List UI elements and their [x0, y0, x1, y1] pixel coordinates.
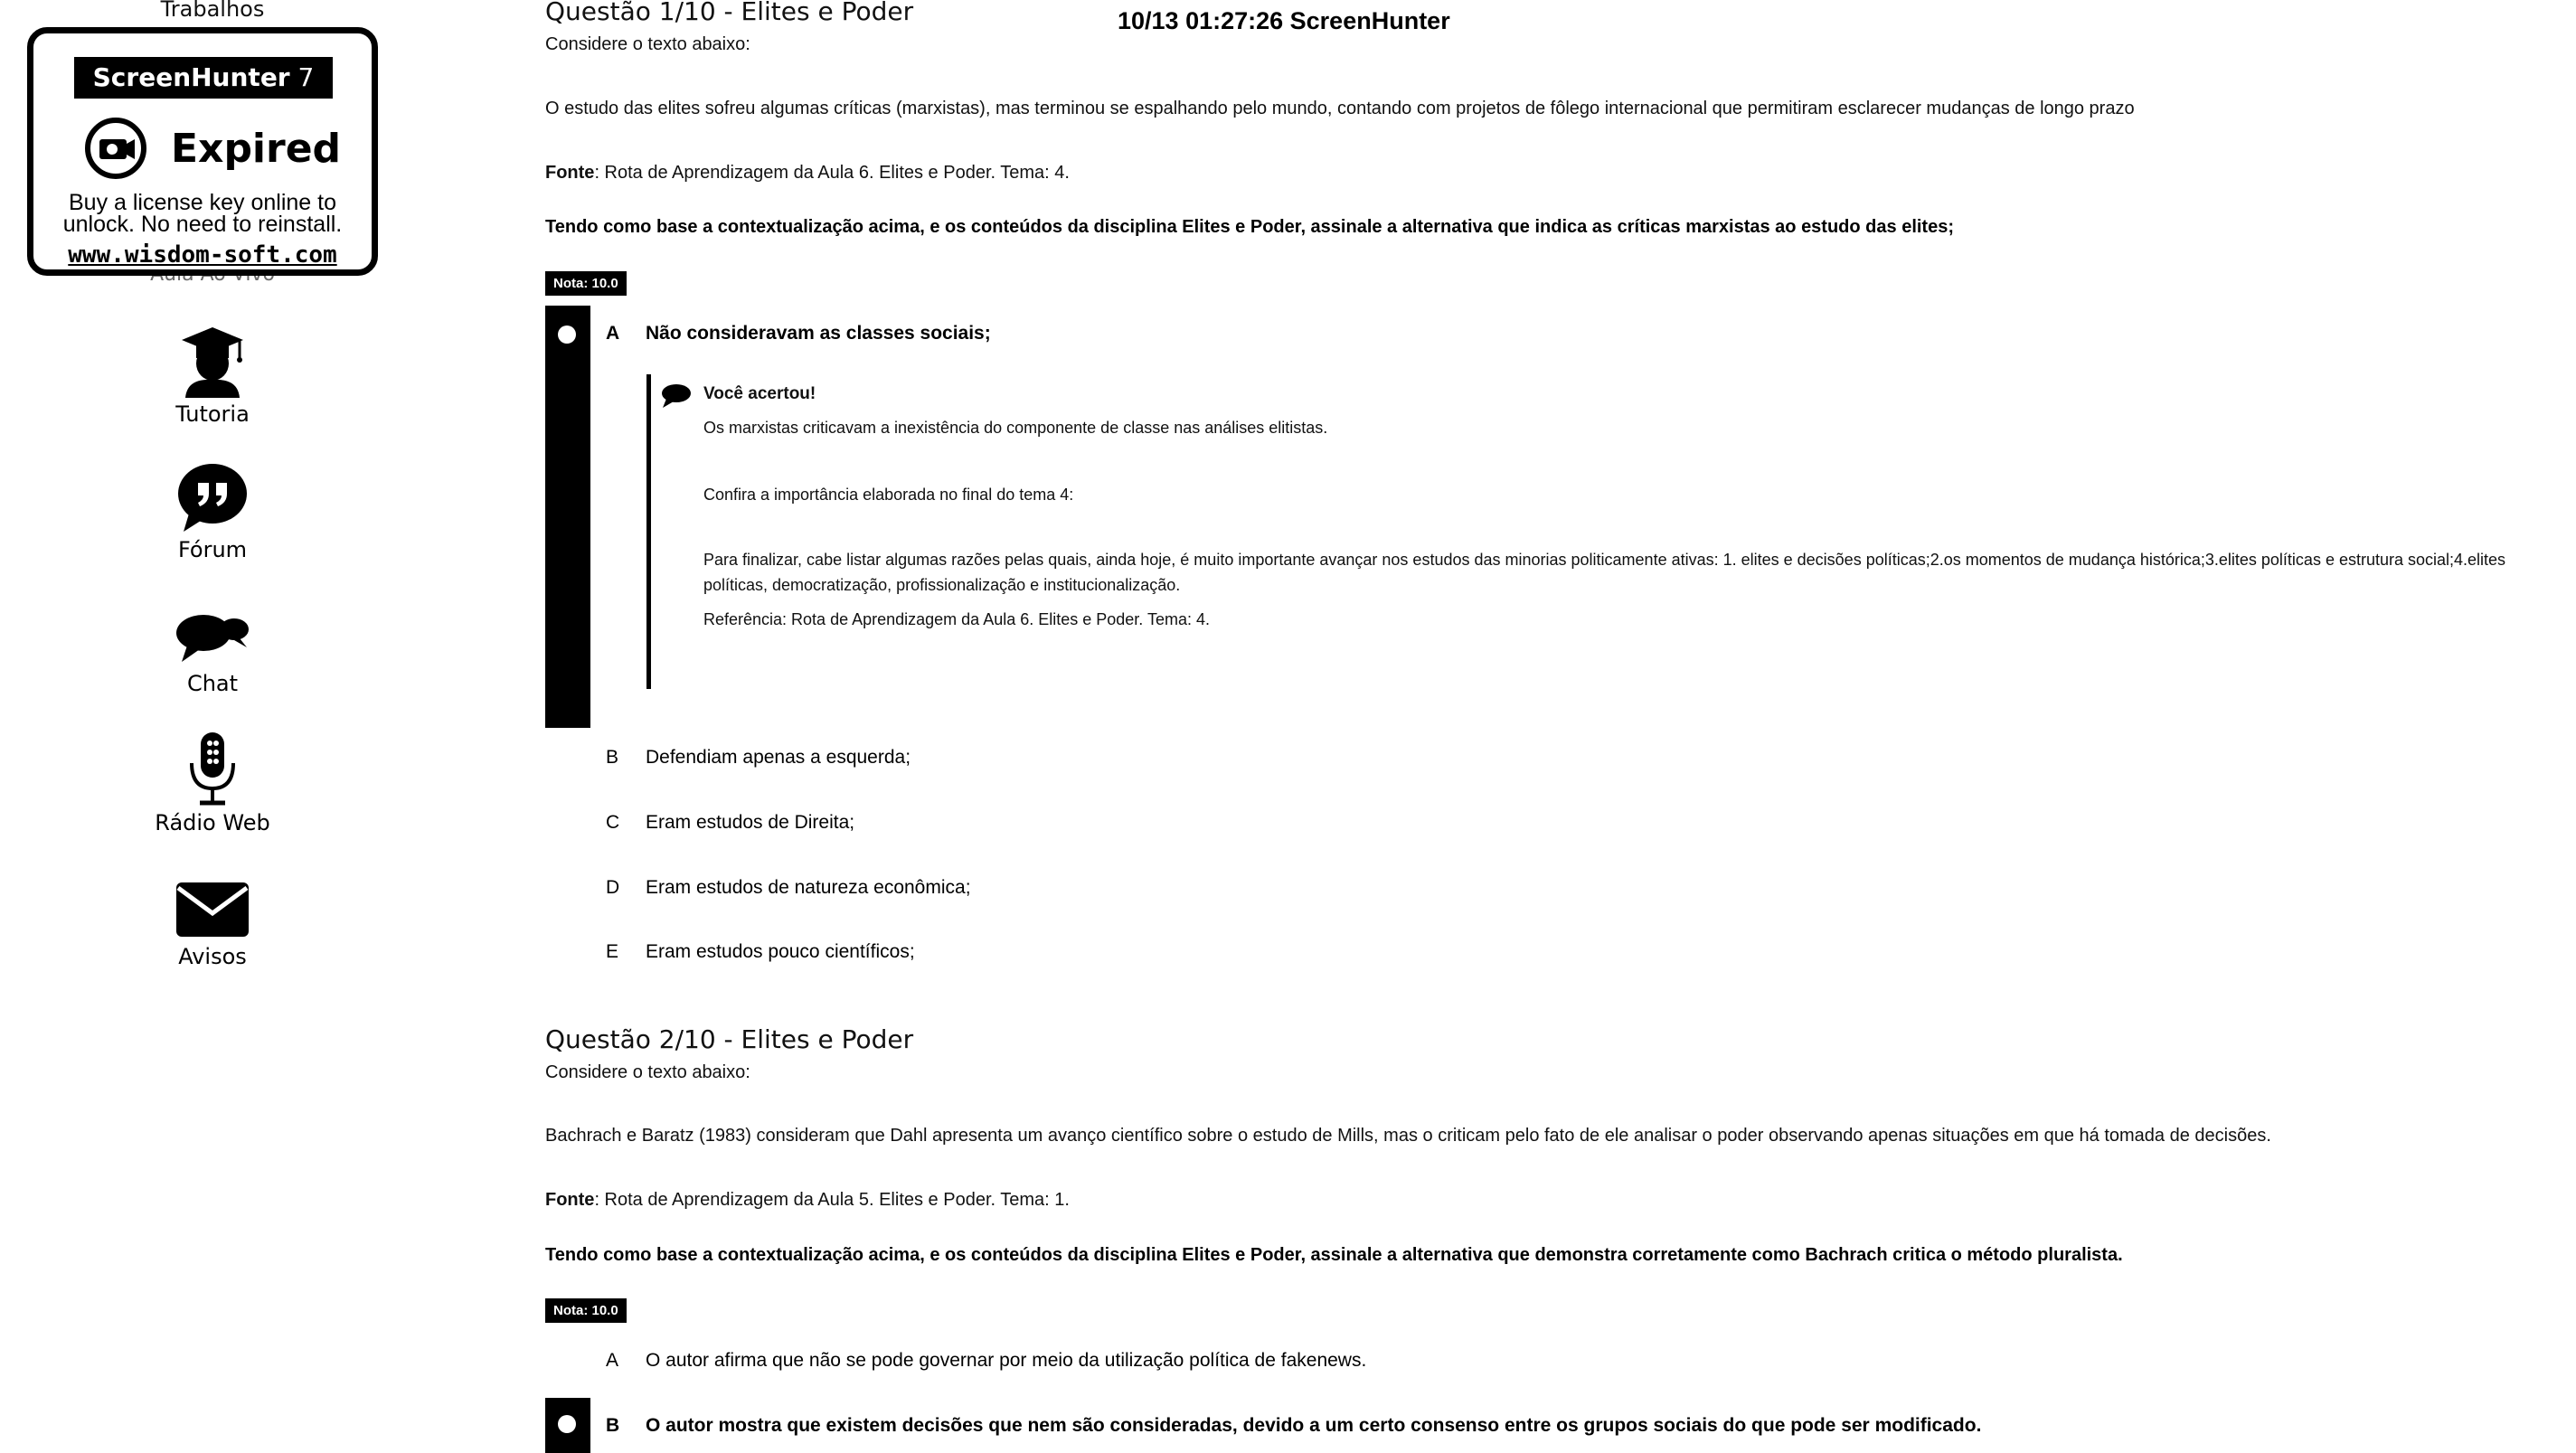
question-1-title: Questão 1/10 - Elites e Poder — [545, 0, 914, 26]
screenhunter-badge — [74, 57, 333, 134]
license-message — [33, 192, 372, 235]
selected-radio[interactable] — [558, 326, 576, 344]
sidebar-item-radio-web[interactable] — [0, 731, 425, 835]
license-message-line1: Buy a license key online to — [68, 190, 336, 215]
sidebar-item-chat[interactable] — [0, 608, 425, 696]
selected-radio[interactable] — [558, 1415, 576, 1433]
sidebar-item-label: Chat — [186, 671, 239, 696]
question-2-source — [545, 1190, 1070, 1211]
sidebar-item-label: Rádio Web — [155, 810, 270, 835]
badge-version: 7 Pro — [183, 62, 315, 134]
option-letter: B — [606, 1415, 620, 1436]
license-message-line2: unlock. No need to reinstall. — [62, 212, 343, 237]
option-b-text[interactable]: Defendiam apenas a esquerda; — [646, 747, 911, 768]
camera-icon — [84, 117, 147, 180]
feedback-title: Você acertou! — [703, 384, 816, 403]
selected-option-bar — [545, 1398, 590, 1453]
option-letter: A — [606, 323, 620, 344]
source-label: Fonte — [545, 1190, 595, 1210]
option-a-text[interactable]: Não consideravam as classes sociais; — [646, 323, 991, 344]
question-2-title: Questão 2/10 - Elites e Poder — [545, 1024, 914, 1054]
envelope-icon — [175, 879, 250, 940]
capture-stamp: 10/13 01:27:26 ScreenHunter — [1118, 7, 1450, 34]
sidebar-item-label: Tutoria — [175, 401, 250, 427]
sidebar-item-trabalhos[interactable]: Trabalhos — [160, 0, 265, 22]
reference-text: : Rota de Aprendizagem da Aula 6. Elites e Poder. Tema: 4. — [782, 610, 1211, 628]
option-letter: E — [606, 941, 619, 962]
option-c-text[interactable]: Eram estudos de Direita; — [646, 812, 855, 833]
question-1-prompt: Tendo como base a contextualização acima, e os conteúdos da disciplina Elites e Poder, assinale a alternativa que indica as críticas marxistas ao estudo das elites; — [545, 217, 1954, 237]
option-letter: B — [606, 747, 619, 768]
chat-bubbles-icon — [175, 608, 250, 667]
microphone-icon — [184, 731, 241, 807]
graduate-icon — [176, 324, 249, 398]
option-letter: D — [606, 877, 620, 898]
sidebar-item-label: Avisos — [178, 944, 247, 969]
source-text: : Rota de Aprendizagem da Aula 5. Elites e Poder. Tema: 1. — [594, 1190, 1070, 1210]
sidebar-item-forum[interactable] — [0, 463, 425, 562]
question-1-source — [545, 163, 1070, 184]
question-1-text: O estudo das elites sofreu algumas críticas (marxistas), mas terminou se espalhando pelo mundo, contando com projetos de fôlego internacional que permitiram esclarecer mudanças de longo prazo — [545, 99, 2135, 118]
expired-row — [84, 117, 341, 180]
feedback-line-3: Para finalizar, cabe listar algumas razões pelas quais, ainda hoje, é muito importante avançar nos estudos das minorias politicamente ativas: 1. elites e decisões políticas;2.os momentos de mudança histórica;3.elites políticas e estrutura social;4.elites políticas, democratização, profissionalização e institucionalização. — [703, 551, 2506, 594]
question-2-text: Bachrach e Baratz (1983) consideram que Dahl apresenta um avanço científico sobre o estudo de Mills, mas o criticam pelo fato de ele analisar o poder observando apenas situações em que há tomada de decisões. — [545, 1126, 2271, 1146]
option-letter: A — [606, 1350, 619, 1371]
option-e-text[interactable]: Eram estudos pouco científicos; — [646, 941, 915, 962]
feedback-line-2: Confira a importância elaborada no final do tema 4: — [703, 486, 1074, 504]
question-2-prompt: Tendo como base a contextualização acima, e os conteúdos da disciplina Elites e Poder, assinale a alternativa que demonstra corretamente como Bachrach critica o método pluralista. — [545, 1245, 2123, 1265]
expired-status: Expired — [171, 125, 342, 172]
option-letter: C — [606, 812, 620, 833]
option-d-text[interactable]: Eram estudos de natureza econômica; — [646, 877, 971, 898]
badge-brand: ScreenHunter — [92, 62, 290, 92]
selected-option-bar — [545, 306, 590, 728]
option-b-text[interactable]: O autor mostra que existem decisões que nem são consideradas, devido a um certo consenso entre os grupos sociais do que pode ser modificado. — [646, 1415, 1982, 1436]
reference-label: Referência — [703, 610, 783, 628]
feedback-divider — [646, 374, 651, 689]
grade-badge: Nota: 10.0 — [545, 271, 627, 296]
sidebar-item-tutoria[interactable] — [0, 324, 425, 427]
question-1-intro: Considere o texto abaixo: — [545, 34, 750, 54]
feedback-reference — [703, 610, 1210, 629]
quote-bubble-icon — [176, 463, 249, 533]
question-2-intro: Considere o texto abaixo: — [545, 1062, 750, 1082]
option-a-text[interactable]: O autor afirma que não se pode governar por meio da utilização política de fakenews. — [646, 1350, 1367, 1371]
screenhunter-watermark — [27, 27, 378, 276]
grade-badge: Nota: 10.0 — [545, 1298, 627, 1323]
sidebar-item-label: Fórum — [177, 537, 248, 562]
feedback-line-1: Os marxistas criticavam a inexistência do componente de classe nas análises elitistas. — [703, 419, 1328, 437]
source-label: Fonte — [545, 163, 595, 183]
sidebar-item-avisos[interactable] — [0, 879, 425, 969]
comment-icon — [661, 383, 692, 409]
license-url-link[interactable]: www.wisdom-soft.com — [68, 241, 337, 269]
source-text: : Rota de Aprendizagem da Aula 6. Elites e Poder. Tema: 4. — [594, 163, 1070, 183]
